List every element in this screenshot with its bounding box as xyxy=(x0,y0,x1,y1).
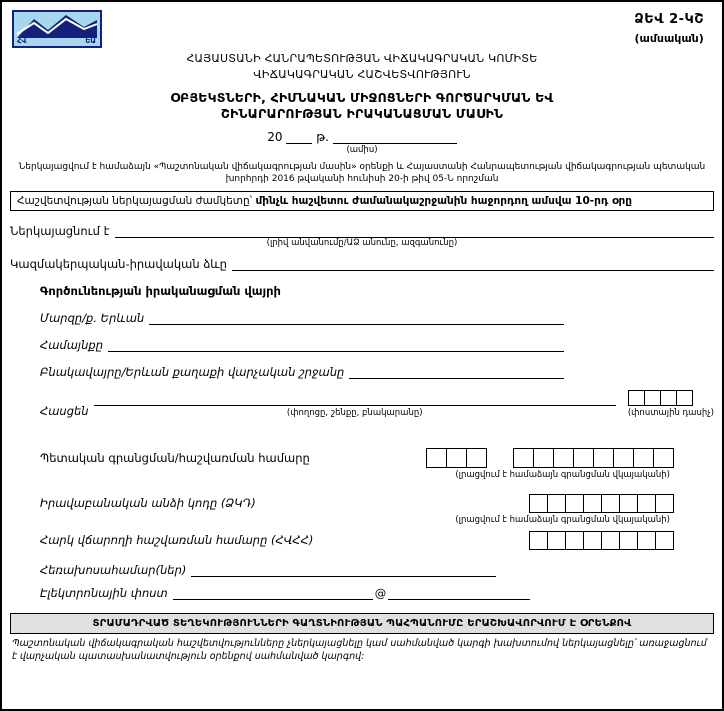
legal-form-label: Կազմակերպական-իրավական ձևը xyxy=(10,256,227,271)
month-hint: (ամիս) xyxy=(346,144,378,155)
armstat-logo xyxy=(12,10,102,48)
confidentiality-banner: ՏՐԱՄԱԴՐՎԱԾ ՏԵՂԵԿՈՒԹՅՈՒՆՆԵՐԻ ԳԱՂՏՆԻՈՒԹՅԱՆ ՊԱՀՊԱՆՈՒՄԸ ԵՐԱՇԽԱՎՈՐՎՈՒՄ Է ՕՐԵՆՔՈՎ xyxy=(10,613,714,634)
form-code: ՁԵՎ 2-ԿՇ xyxy=(634,12,704,27)
code-box[interactable] xyxy=(593,448,614,468)
community-row xyxy=(40,338,714,352)
code-box[interactable] xyxy=(583,531,602,550)
code-box[interactable] xyxy=(565,531,584,550)
code-box[interactable] xyxy=(655,531,674,550)
postal-code-boxes xyxy=(628,390,714,406)
legal-entity-code-row xyxy=(40,494,674,513)
email-domain-input-line[interactable] xyxy=(388,586,530,600)
code-box[interactable] xyxy=(660,390,677,406)
form-periodicity: (ամսական) xyxy=(634,32,704,45)
postal-code-area xyxy=(628,390,714,418)
form-title-line1: ՕԲՅԵԿՏՆԵՐԻ, ՀԻՄՆԱԿԱՆ ՄԻՋՈՑՆԵՐԻ ԳՈՐԾԱՐԿՄԱՆ ԵՎ xyxy=(170,90,554,105)
form-title xyxy=(10,90,714,123)
tin-row xyxy=(40,531,674,550)
form-title-line2: ՇԻՆԱՐԱՐՈՒԹՅԱՆ ԻՐԱԿԱՆԱՑՄԱՆ ՄԱՍԻՆ xyxy=(220,106,504,122)
report-kind: ՎԻՃԱԿԱԳՐԱԿԱՆ ՀԱՇՎԵՏՎՈՒԹՅՈՒՆ xyxy=(253,68,471,81)
registration-hint: (լրացվում է համաձայն գրանցման վկայականի) xyxy=(455,469,670,480)
region-input-line[interactable] xyxy=(149,311,564,325)
footer-note: Պաշտոնական վիճակագրական հաշվետվությունները չներկայացնելը կամ սահմանված կարգի խախտումով ներկայացնելը՝ առաջացնում է վարչական պատասխանատվություն օրենքով սահմանված կարգով: xyxy=(12,637,707,662)
code-box[interactable] xyxy=(466,448,487,468)
code-box[interactable] xyxy=(619,494,638,513)
code-box[interactable] xyxy=(637,531,656,550)
email-label: Էլեկտրոնային փոստ xyxy=(40,585,168,600)
address-row xyxy=(40,390,714,418)
code-box[interactable] xyxy=(529,494,548,513)
phone-label: Հեռախոսահամար(ներ) xyxy=(40,562,187,577)
community-input-line[interactable] xyxy=(108,338,564,352)
code-box[interactable] xyxy=(533,448,554,468)
year-suffix-text: թ. xyxy=(316,129,329,144)
code-box[interactable] xyxy=(653,448,674,468)
address-hint: (փողոցը, շենքը, բնակարանը) xyxy=(286,407,423,418)
code-box[interactable] xyxy=(628,390,645,406)
postal-code-hint: (փոստային դասիչ) xyxy=(627,407,714,418)
tin-boxes xyxy=(529,531,674,550)
month-input-line[interactable] xyxy=(333,131,457,144)
code-box[interactable] xyxy=(583,494,602,513)
logo-letters-right: ԵԱ xyxy=(85,37,96,45)
address-input-area xyxy=(94,392,616,418)
registration-row xyxy=(40,448,674,468)
tin-label: Հարկ վճարողի հաշվառման համարը (ՀՎՀՀ) xyxy=(40,533,314,548)
code-box[interactable] xyxy=(547,494,566,513)
code-box[interactable] xyxy=(426,448,447,468)
legal-basis-text: Ներկայացվում է համաձայն «Պաշտոնական վիճակագրության մասին» օրենքի և Հայաստանի Հանրապետության վիճակագրության պետական խորհրդի 2016 թվականի հունիսի 20-ի թիվ 05-Ն որոշման xyxy=(18,161,706,185)
code-box[interactable] xyxy=(529,531,548,550)
code-box[interactable] xyxy=(676,390,693,406)
code-box[interactable] xyxy=(637,494,656,513)
settlement-row xyxy=(40,365,714,379)
region-row xyxy=(40,311,714,325)
code-box[interactable] xyxy=(547,531,566,550)
submitter-hint: (լրիվ անվանումը/ԱՁ անունը, ազգանունը) xyxy=(266,237,458,248)
code-box[interactable] xyxy=(553,448,574,468)
address-input-line[interactable] xyxy=(94,392,616,406)
registration-label: Պետական գրանցման/հաշվառման համարը xyxy=(40,450,310,465)
year-prefix-text: 20 xyxy=(267,129,283,144)
code-box[interactable] xyxy=(633,448,654,468)
submitter-input-line[interactable] xyxy=(115,224,715,238)
submitter-row xyxy=(10,224,714,238)
code-box[interactable] xyxy=(446,448,467,468)
code-box[interactable] xyxy=(573,448,594,468)
form-code-block xyxy=(634,12,704,45)
address-label: Հասցեն xyxy=(40,403,89,418)
code-box[interactable] xyxy=(613,448,634,468)
code-box[interactable] xyxy=(655,494,674,513)
legal-form-row xyxy=(10,257,714,271)
legal-entity-code-boxes xyxy=(529,494,674,513)
deadline-box xyxy=(10,191,714,211)
legal-entity-code-hint: (լրացվում է համաձայն գրանցման վկայականի) xyxy=(455,514,670,525)
community-label: Համայնքը xyxy=(40,337,104,352)
deadline-prefix: Հաշվետվության ներկայացման ժամկետը՝ xyxy=(17,194,253,207)
code-box[interactable] xyxy=(565,494,584,513)
submitter-label: Ներկայացնում է xyxy=(10,223,110,238)
registration-boxes-group1 xyxy=(426,448,487,468)
code-box[interactable] xyxy=(601,531,620,550)
logo-letters-left: ՀՎ xyxy=(17,37,27,45)
code-box[interactable] xyxy=(513,448,534,468)
code-box[interactable] xyxy=(644,390,661,406)
location-section-title: Գործունեության իրականացման վայրի xyxy=(40,283,281,298)
settlement-input-line[interactable] xyxy=(349,365,564,379)
email-local-input-line[interactable] xyxy=(173,586,373,600)
region-label: Մարզը/ք. Երևան xyxy=(40,310,145,325)
year-line xyxy=(10,130,714,144)
phone-input-line[interactable] xyxy=(191,563,496,577)
committee-name: ՀԱՅԱՍՏԱՆԻ ՀԱՆՐԱՊԵՏՈՒԹՅԱՆ ՎԻՃԱԿԱԳՐԱԿԱՆ ԿՈՄԻՏԵ xyxy=(186,52,538,65)
phone-row xyxy=(40,563,714,577)
settlement-label: Բնակավայրը/Երևան քաղաքի վարչական շրջանը xyxy=(40,364,345,379)
email-row xyxy=(40,586,714,600)
registration-boxes-group2 xyxy=(513,448,674,468)
year-input-line[interactable] xyxy=(286,131,312,144)
legal-entity-code-label: Իրավաբանական անձի կոդը (ՁԿԴ) xyxy=(40,496,256,511)
legal-form-input-line[interactable] xyxy=(232,257,714,271)
code-box[interactable] xyxy=(601,494,620,513)
deadline-emphasis: մինչև հաշվետու ժամանակաշրջանին հաջորդող ամսվա 10-րդ օրը xyxy=(255,194,632,207)
code-box[interactable] xyxy=(619,531,638,550)
email-at-sign: @ xyxy=(374,585,387,600)
